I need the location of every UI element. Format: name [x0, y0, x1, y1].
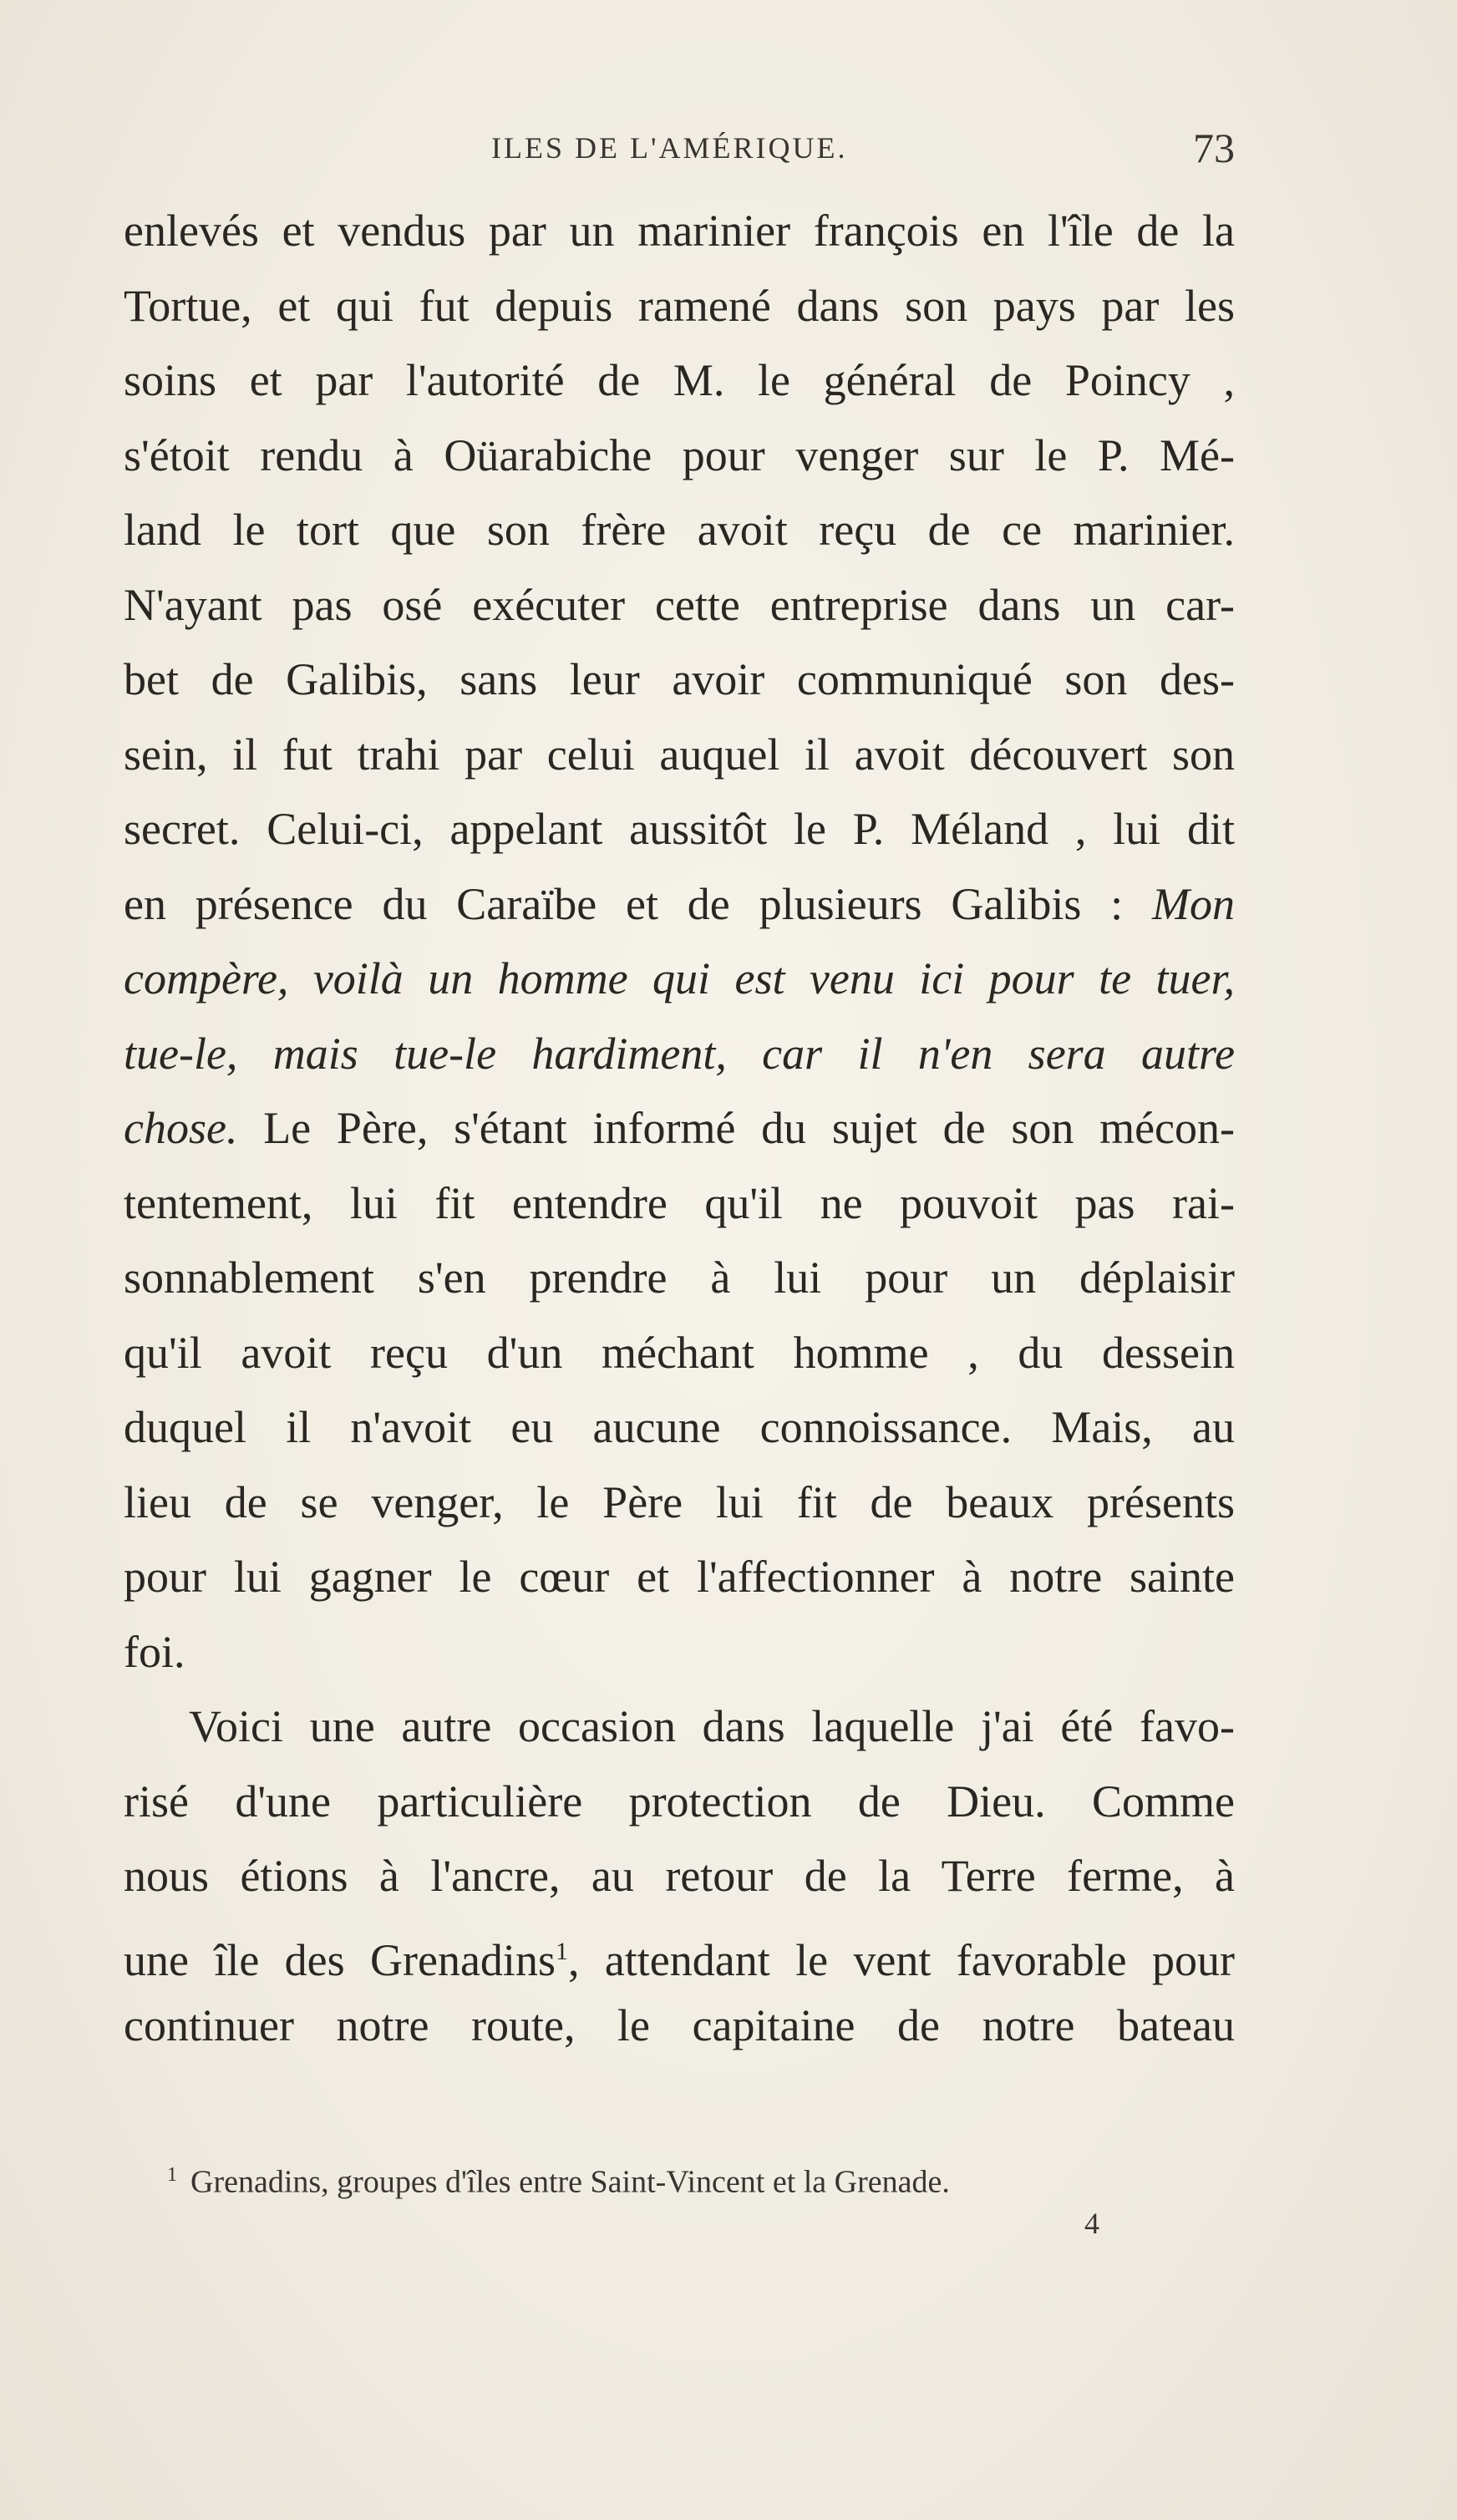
text-line — [124, 1316, 1235, 1391]
text-run: continuer notre route, le capitaine de notre bateau — [124, 2000, 1235, 2050]
text-line — [124, 1166, 1235, 1242]
text-run: Voici une autre occasion dans laquelle j'ai été favo- — [189, 1701, 1235, 1751]
text-line — [124, 568, 1235, 643]
running-head — [124, 124, 1235, 174]
text-run: enlevés et vendus par un marinier françois en l'île de la — [124, 206, 1235, 256]
text-line — [124, 1765, 1235, 1840]
text-run: une île des Grenadins — [124, 1934, 556, 1985]
text-run: Le Père, s'étant informé du sujet de son mécon- — [237, 1103, 1235, 1153]
text-line — [124, 1241, 1235, 1316]
text-line — [124, 1091, 1235, 1166]
signature-mark: 4 — [1084, 2207, 1099, 2240]
text-run: s'étoit rendu à Oüarabiche pour venger sur le P. Mé- — [124, 429, 1235, 480]
text-run: qu'il avoit reçu d'un méchant homme , du dessein — [124, 1327, 1235, 1378]
text-line — [124, 194, 1235, 269]
text-line — [124, 1466, 1235, 1541]
text-run: N'ayant pas osé exécuter cette entreprise dans un car- — [124, 579, 1235, 630]
footnote-reference: 1 — [555, 1937, 568, 1965]
text-run: bet de Galibis, sans leur avoir communiqué son des- — [124, 654, 1235, 704]
text-run: tue-le, mais tue-le hardiment, car il n'en sera autre — [124, 1028, 1235, 1079]
text-line — [124, 1914, 1235, 1989]
text-run: lieu de se venger, le Père lui fit de beaux présents — [124, 1476, 1235, 1527]
running-title: ILES DE L'AMÉRIQUE. — [491, 131, 848, 165]
text-run: , attendant le vent favorable pour — [567, 1934, 1235, 1985]
footnote-marker: 1 — [167, 2164, 177, 2186]
text-line — [124, 419, 1235, 494]
footnote — [167, 2154, 1220, 2203]
text-run: risé d'une particulière protection de Dieu. Comme — [124, 1776, 1235, 1826]
text-line — [124, 1017, 1235, 1092]
text-run: compère, voilà un homme qui est venu ici pour te tuer, — [124, 953, 1235, 1003]
text-line — [124, 867, 1235, 942]
text-line — [124, 269, 1235, 344]
text-run: sein, il fut trahi par celui auquel il avoit découvert son — [124, 729, 1235, 780]
text-line — [124, 643, 1235, 718]
text-run: en présence du Caraïbe et de plusieurs Galibis : — [124, 878, 1153, 929]
footnote-text: Grenadins, groupes d'îles entre Saint-Vincent et la Grenade. — [190, 2164, 950, 2200]
text-run: secret. Celui-ci, appelant aussitôt le P. Méland , lui dit — [124, 804, 1235, 854]
text-line — [124, 1540, 1235, 1615]
text-line — [124, 718, 1235, 793]
text-run: nous étions à l'ancre, au retour de la Terre ferme, à — [124, 1851, 1235, 1901]
text-run: Mon — [1152, 878, 1235, 929]
text-line — [124, 942, 1235, 1017]
text-run: tentement, lui fit entendre qu'il ne pouvoit pas rai- — [124, 1177, 1235, 1228]
text-run: duquel il n'avoit eu aucune connoissance. Mais, au — [124, 1402, 1235, 1452]
text-run: sonnablement s'en prendre à lui pour un déplaisir — [124, 1252, 1235, 1303]
text-line — [124, 792, 1235, 867]
page-number: 73 — [1193, 124, 1235, 171]
text-run: soins et par l'autorité de M. le général de Poincy , — [124, 355, 1235, 405]
text-line — [124, 1989, 1235, 2064]
text-line — [124, 343, 1235, 419]
text-line — [124, 493, 1235, 568]
text-run: pour lui gagner le cœur et l'affectionner à notre sainte — [124, 1552, 1235, 1602]
text-line — [124, 1390, 1235, 1466]
text-run: land le tort que son frère avoit reçu de ce marinier. — [124, 505, 1235, 555]
text-run: Tortue, et qui fut depuis ramené dans son pays par les — [124, 280, 1235, 331]
text-line — [124, 1615, 1235, 1690]
body-text — [124, 194, 1235, 2064]
text-run: chose. — [124, 1103, 238, 1153]
text-line — [124, 1689, 1235, 1765]
text-line — [124, 1839, 1235, 1914]
text-run: foi. — [124, 1626, 185, 1677]
